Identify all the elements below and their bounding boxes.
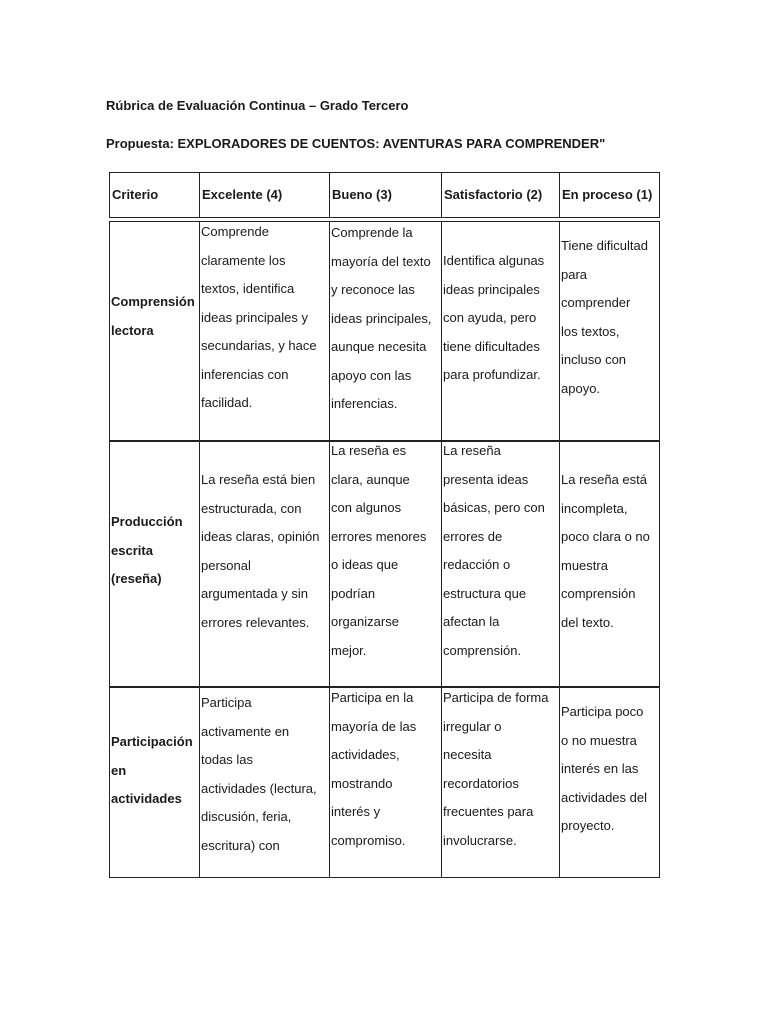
descriptor-text: escritura) con xyxy=(201,837,280,853)
descriptor-text: presenta ideas xyxy=(443,471,529,487)
header-bueno xyxy=(329,172,442,218)
criterion-text: (reseña) xyxy=(111,571,162,586)
descriptor-text: inferencias con xyxy=(201,366,289,382)
header-en-proceso xyxy=(559,172,660,218)
descriptor-text: compromiso. xyxy=(331,832,406,848)
header-label: En proceso (1) xyxy=(562,186,653,202)
descriptor-text: involucrarse. xyxy=(443,832,517,848)
descriptor-text: todas las xyxy=(201,752,254,767)
descriptor-text: Participa en la xyxy=(331,690,414,705)
descriptor-text: estructurada, con xyxy=(201,500,302,516)
descriptor-text: Comprende la xyxy=(331,225,413,240)
descriptor-text: recordatorios xyxy=(443,775,519,791)
descriptor-text: los textos, xyxy=(561,323,620,339)
descriptor-text: personal xyxy=(201,557,251,573)
descriptor-text: con algunos xyxy=(331,500,402,515)
descriptor-text: mostrando xyxy=(331,775,393,791)
header-criterio xyxy=(109,172,200,218)
descriptor-text: mayoría del texto xyxy=(331,253,431,269)
descriptor-text: apoyo con las xyxy=(331,367,412,383)
descriptor-text: textos, identifica xyxy=(201,281,295,296)
descriptor-text: inferencias. xyxy=(331,396,398,411)
descriptor-text: comprensión. xyxy=(443,642,522,658)
row-participacion-cell-satisfactorio xyxy=(441,687,560,878)
document-title: Rúbrica de Evaluación Continua – Grado Tercero xyxy=(106,98,409,113)
descriptor-text: interés en las xyxy=(561,761,639,776)
descriptor-text: afectan la xyxy=(443,614,500,629)
row-produccion-escrita-cell-en-proceso xyxy=(559,441,660,687)
row-comprension-lectora-cell-excelente xyxy=(199,221,330,441)
descriptor-text: clara, aunque xyxy=(331,471,410,487)
descriptor-text: comprensión xyxy=(561,586,636,601)
descriptor-text: para xyxy=(561,266,588,282)
descriptor-text: necesita xyxy=(443,747,492,762)
descriptor-text: redacción o xyxy=(443,557,511,572)
descriptor-text: con ayuda, pero xyxy=(443,310,537,325)
row-participacion-cell-excelente xyxy=(199,687,330,878)
descriptor-text: ideas principales xyxy=(443,281,540,297)
descriptor-text: comprender xyxy=(561,295,631,310)
descriptor-text: Participa poco xyxy=(561,704,644,719)
descriptor-text: estructura que xyxy=(443,585,527,601)
row-participacion-criterion-cell xyxy=(109,687,200,878)
descriptor-text: tiene dificultades xyxy=(443,338,540,354)
row-comprension-lectora-cell-en-proceso xyxy=(559,221,660,441)
descriptor-text: discusión, feria, xyxy=(201,809,292,824)
descriptor-text: frecuentes para xyxy=(443,804,534,819)
descriptor-text: secundarias, y hace xyxy=(201,338,317,353)
descriptor-text: activamente en xyxy=(201,723,290,739)
descriptor-text: La reseña está bien xyxy=(201,472,316,487)
criterion-text: Producción xyxy=(111,514,183,529)
descriptor-text: mejor. xyxy=(331,642,367,658)
row-participacion-cell-en-proceso xyxy=(559,687,660,878)
row-comprension-lectora-criterion-cell xyxy=(109,221,200,441)
descriptor-text: o no muestra xyxy=(561,732,637,748)
descriptor-text: para profundizar. xyxy=(443,367,541,382)
descriptor-text: ideas claras, opinión xyxy=(201,529,320,544)
descriptor-text: La reseña es xyxy=(331,443,407,458)
descriptor-text: incompleta, xyxy=(561,500,628,516)
descriptor-text: aunque necesita xyxy=(331,339,427,354)
criterion-text: Participación xyxy=(111,734,193,749)
descriptor-text: mayoría de las xyxy=(331,718,417,734)
descriptor-text: y reconoce las xyxy=(331,282,415,297)
header-excelente xyxy=(199,172,330,218)
descriptor-text: interés y xyxy=(331,804,381,819)
descriptor-text: Participa de forma xyxy=(443,690,549,705)
descriptor-text: proyecto. xyxy=(561,818,615,833)
descriptor-text: actividades (lectura, xyxy=(201,780,317,796)
descriptor-text: Participa xyxy=(201,695,252,710)
descriptor-text: apoyo. xyxy=(561,380,601,396)
descriptor-text: errores relevantes. xyxy=(201,614,310,630)
row-produccion-escrita-cell-bueno xyxy=(329,441,442,687)
descriptor-text: básicas, pero con xyxy=(443,500,545,515)
descriptor-text: errores de xyxy=(443,528,503,544)
criterion-text: escrita xyxy=(111,542,153,558)
header-label: Criterio xyxy=(112,186,159,202)
descriptor-text: Tiene dificultad xyxy=(561,238,648,253)
descriptor-text: incluso con xyxy=(561,352,627,367)
descriptor-text: actividades del xyxy=(561,789,647,805)
descriptor-text: argumentada y sin xyxy=(201,586,308,601)
descriptor-text: del texto. xyxy=(561,614,614,630)
header-label: Bueno (3) xyxy=(332,186,392,202)
criterion-text: en xyxy=(111,762,127,778)
descriptor-text: podrían xyxy=(331,585,376,601)
header-label: Excelente (4) xyxy=(202,186,283,202)
criterion-text: actividades xyxy=(111,791,182,806)
row-comprension-lectora-cell-bueno xyxy=(329,221,442,441)
descriptor-text: poco clara o no xyxy=(561,529,650,544)
descriptor-text: ideas principales, xyxy=(331,310,432,326)
criterion-text: Comprensión xyxy=(111,294,195,309)
row-produccion-escrita-cell-satisfactorio xyxy=(441,441,560,687)
row-produccion-escrita-criterion-cell xyxy=(109,441,200,687)
descriptor-text: muestra xyxy=(561,557,608,573)
descriptor-text: ideas principales y xyxy=(201,309,308,325)
descriptor-text: facilidad. xyxy=(201,395,253,410)
descriptor-text: errores menores xyxy=(331,528,427,544)
descriptor-text: claramente los xyxy=(201,252,286,268)
criterion-text: lectora xyxy=(111,322,154,338)
header-satisfactorio xyxy=(441,172,560,218)
descriptor-text: organizarse xyxy=(331,614,399,629)
descriptor-text: actividades, xyxy=(331,747,400,762)
descriptor-text: La reseña está xyxy=(561,472,648,487)
header-label: Satisfactorio (2) xyxy=(444,186,543,202)
row-participacion-cell-bueno xyxy=(329,687,442,878)
proposal-title: Propuesta: EXPLORADORES DE CUENTOS: AVENTURAS PARA COMPRENDER" xyxy=(106,136,606,151)
descriptor-text: o ideas que xyxy=(331,557,399,572)
descriptor-text: La reseña xyxy=(443,443,501,458)
descriptor-text: Identifica algunas xyxy=(443,253,545,268)
descriptor-text: Comprende xyxy=(201,224,269,239)
row-comprension-lectora-cell-satisfactorio xyxy=(441,221,560,441)
descriptor-text: irregular o xyxy=(443,718,502,734)
row-produccion-escrita-cell-excelente xyxy=(199,441,330,687)
